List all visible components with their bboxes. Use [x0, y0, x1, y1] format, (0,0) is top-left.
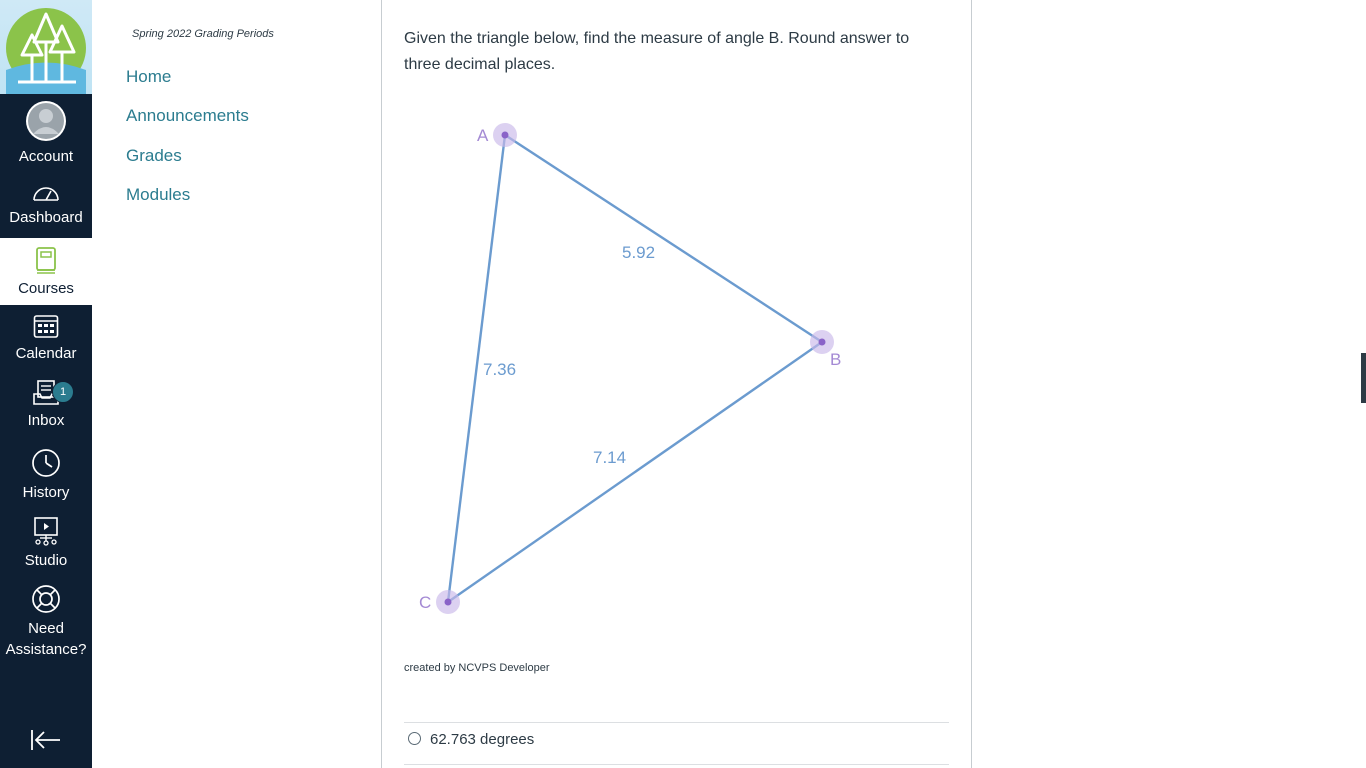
nav-item-calendar[interactable]: [0, 313, 92, 364]
nav-item-inbox[interactable]: [0, 378, 92, 431]
answer-option-label: 62.763 degrees: [430, 731, 535, 748]
nav-item-account[interactable]: [0, 100, 92, 167]
nav-item-need-assistance[interactable]: [0, 584, 92, 660]
vertex-b-point[interactable]: [819, 339, 826, 346]
lifebuoy-icon: [31, 584, 61, 614]
vertex-label-c: C: [419, 593, 432, 612]
nav-label-courses: Courses: [18, 280, 74, 297]
nav-label-studio: Studio: [24, 552, 68, 569]
book-icon: [34, 246, 58, 274]
vertex-label-a: A: [477, 126, 489, 145]
nav-label-account: Account: [18, 148, 74, 165]
figure-credit: created by NCVPS Developer: [404, 662, 550, 674]
side-ab: [505, 135, 822, 342]
trees-logo-icon[interactable]: [0, 0, 92, 94]
speedometer-icon: [31, 183, 61, 203]
studio-icon: [31, 516, 61, 546]
course-link-home[interactable]: Home: [126, 67, 172, 86]
course-link-grades[interactable]: Grades: [126, 146, 182, 165]
page-scrollbar[interactable]: [1361, 353, 1366, 403]
grading-period-label: Spring 2022 Grading Periods: [132, 28, 274, 40]
nav-item-studio[interactable]: [0, 516, 92, 571]
vertex-c-point[interactable]: [445, 599, 452, 606]
vertex-label-b: B: [830, 350, 842, 369]
answer-divider: [404, 764, 949, 765]
side-label-ac: 7.36: [483, 360, 517, 379]
answer-radio[interactable]: [408, 732, 421, 745]
course-link-announcements[interactable]: Announcements: [126, 106, 249, 125]
side-label-ab: 5.92: [622, 243, 656, 262]
inbox-unread-badge: 1: [52, 381, 74, 403]
calendar-icon: [33, 313, 59, 339]
question-text: Given the triangle below, find the measure of angle B. Round answer to three decimal places.: [404, 30, 910, 73]
global-nav: [0, 0, 92, 768]
course-link-modules[interactable]: Modules: [126, 185, 191, 204]
collapse-nav-button[interactable]: [0, 728, 92, 756]
side-label-bc: 7.14: [593, 448, 627, 467]
nav-label-inbox: Inbox: [27, 412, 65, 429]
quiz-question-panel: [381, 0, 972, 768]
nav-item-dashboard[interactable]: [0, 183, 92, 228]
answer-option[interactable]: [408, 731, 534, 748]
triangle-figure: [382, 0, 971, 650]
nav-item-history[interactable]: [0, 448, 92, 503]
nav-label-dashboard: Dashboard: [9, 209, 83, 226]
answer-divider: [404, 722, 949, 723]
course-nav: [92, 0, 380, 768]
nav-label-history: History: [22, 484, 70, 501]
avatar-icon: [25, 100, 67, 142]
collapse-arrow-icon: [30, 728, 62, 752]
side-bc: [448, 342, 822, 602]
nav-label-calendar: Calendar: [15, 345, 77, 362]
nav-item-courses[interactable]: [0, 238, 92, 305]
clock-icon: [31, 448, 61, 478]
vertex-a-point[interactable]: [502, 132, 509, 139]
nav-label-need-assistance: Need Assistance?: [5, 620, 87, 658]
